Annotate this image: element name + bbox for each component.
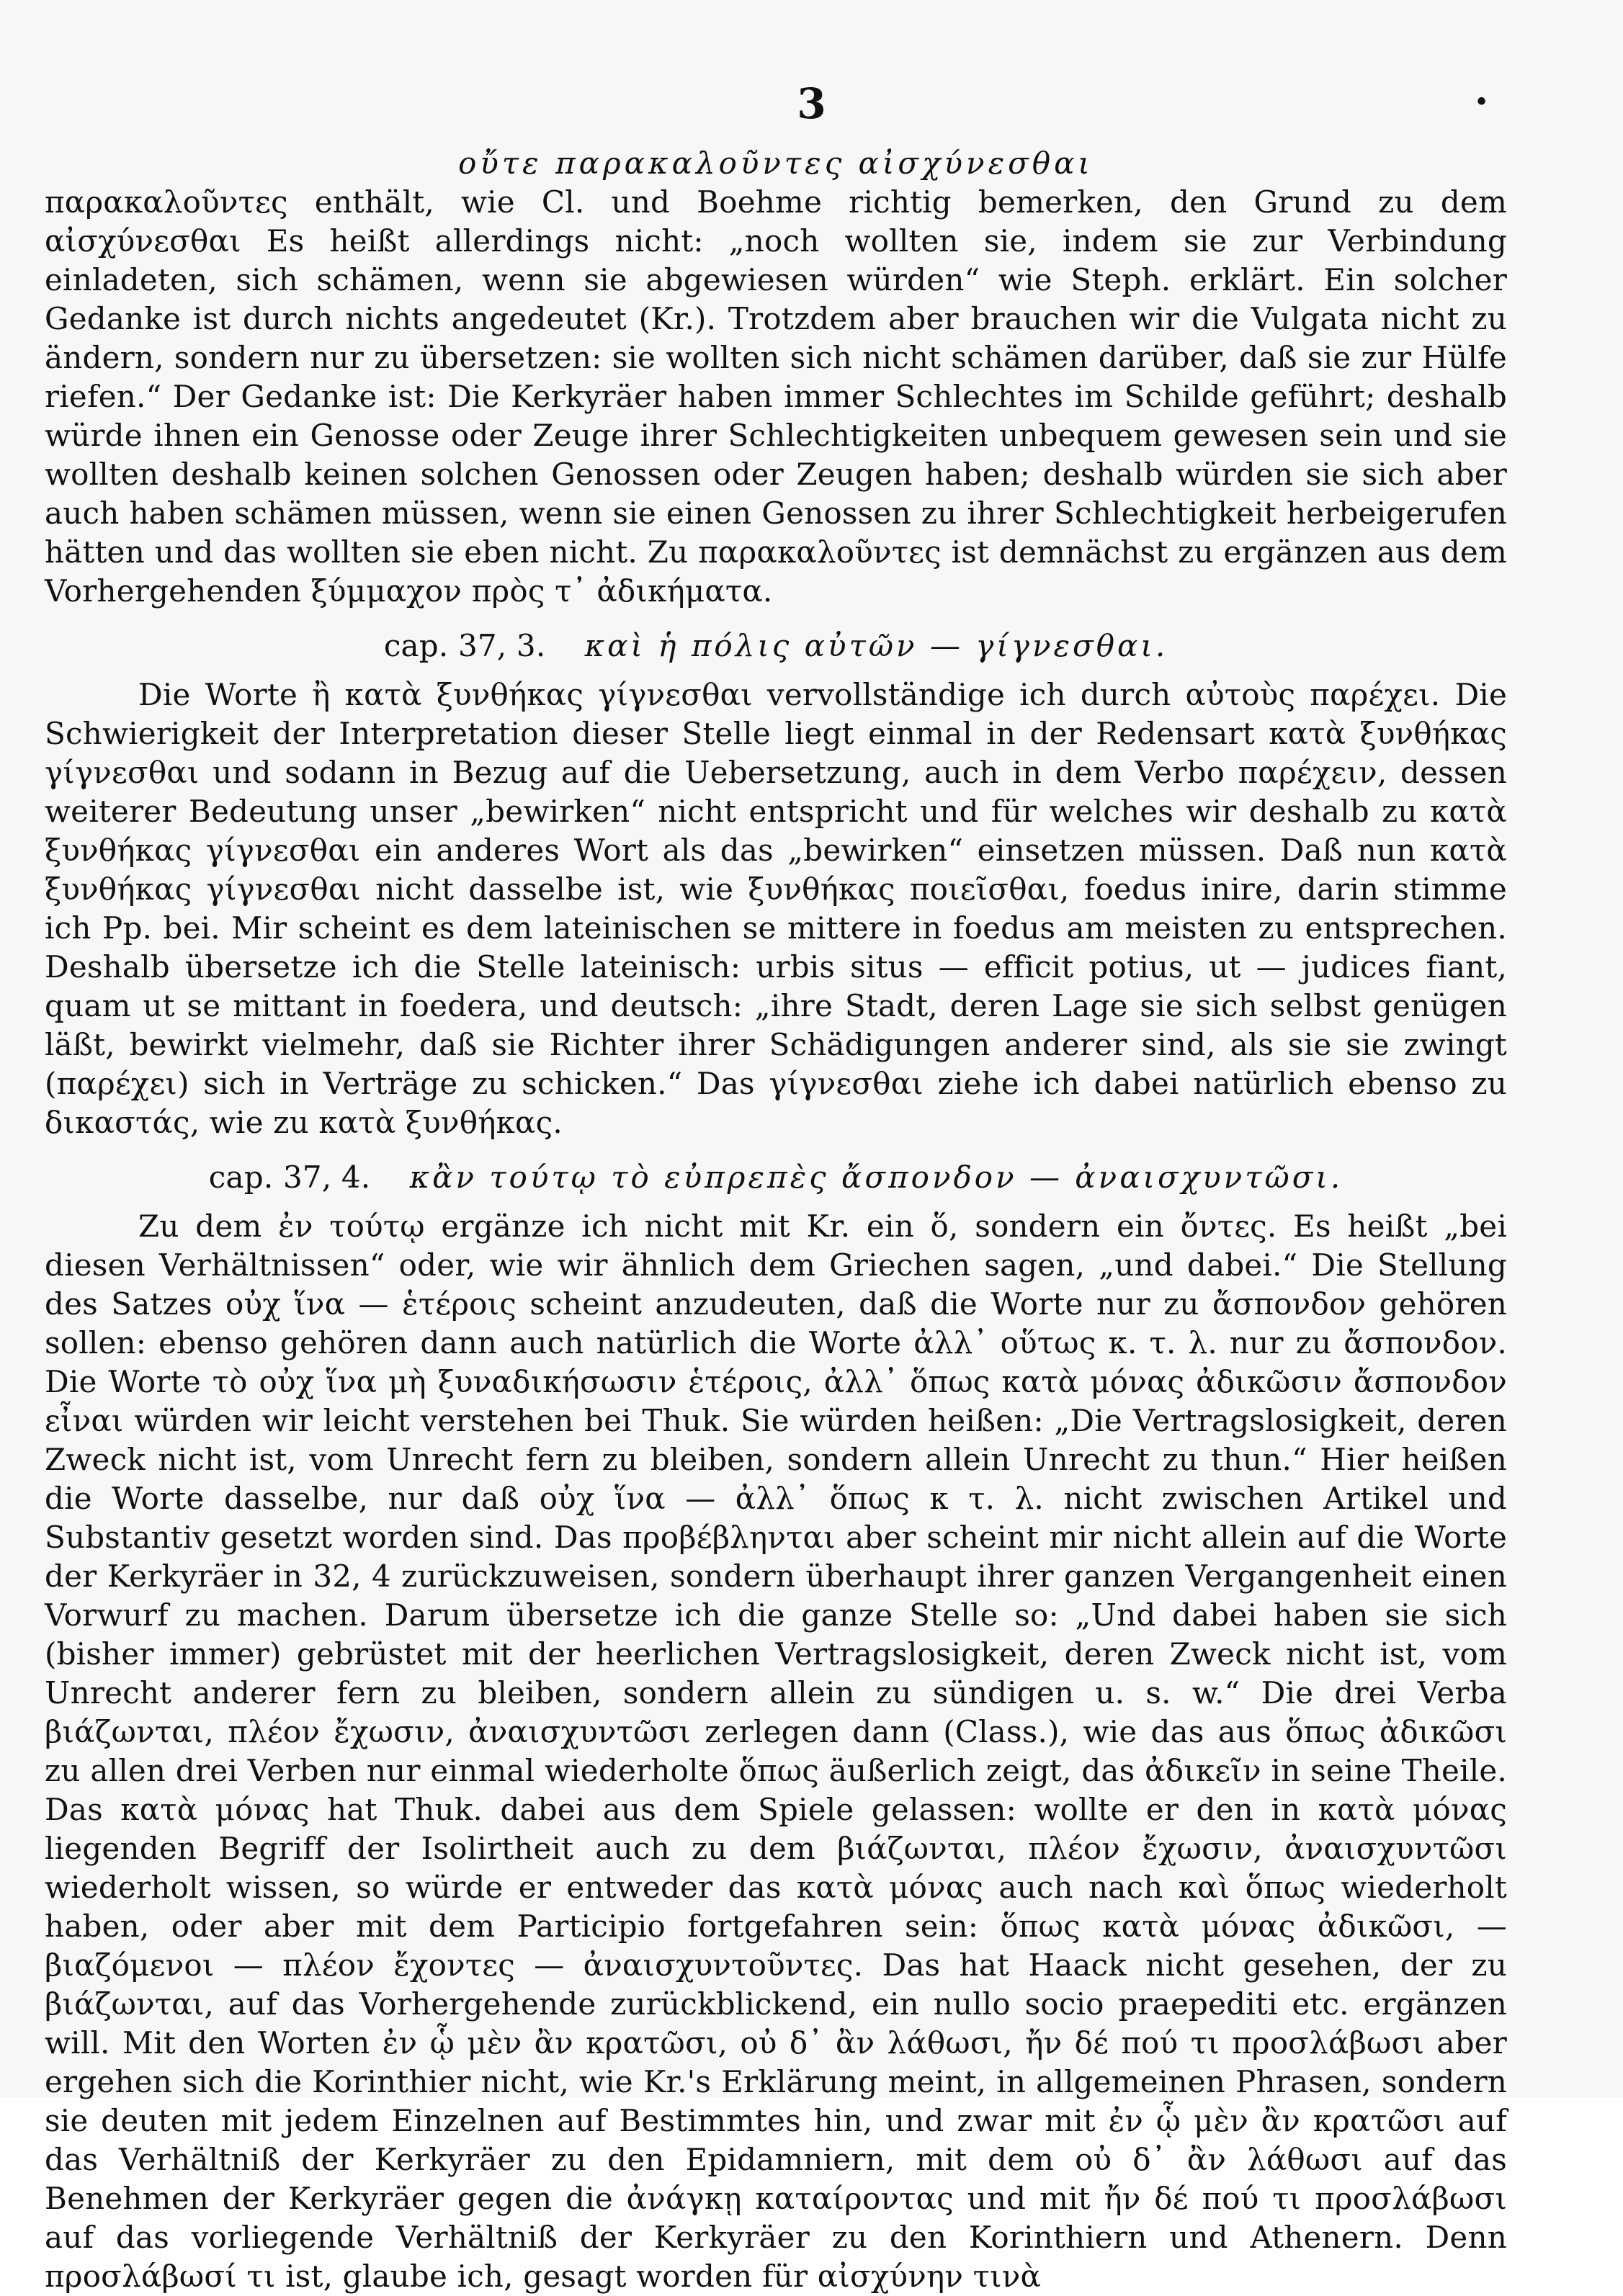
lemma-heading	[45, 144, 1507, 183]
commentary-paragraph: Die Worte ἢ κατὰ ξυνθήκας γίγνεσθαι vervollständige ich durch αὐτοὺς παρέχει. Die Schwierigkeit der Interpretation dieser Stelle liegt einmal in der Redensart κατὰ ξυνθήκας γίγνεσθαι und sodann in Bezug auf die Uebersetzung, auch in dem Verbo παρέχειν, dessen weiterer Bedeutung unser „bewirken“ nicht entspricht und für welches wir deshalb zu κατὰ ξυνθήκας γίγνεσθαι ein anderes Wort als das „bewirken“ einsetzen müssen. Daß nun κατὰ ξυνθήκας γίγνεσθαι nicht dasselbe ist, wie ξυνθήκας ποιεῖσθαι, foedus inire, darin stimme ich Pp. bei. Mir scheint es dem lateinischen se mittere in foedus am meisten zu entsprechen. Deshalb übersetze ich die Stelle lateinisch: urbis situs — efficit potius, ut — judices fiant, quam ut se mittant in foedera, und deutsch: „ihre Stadt, deren Lage sie sich selbst genügen läßt, bewirkt vielmehr, daß sie Richter ihrer Schädigungen anderer sind, als sie sie zwingt (παρέχει) sich in Verträge zu schicken.“ Das γίγνεσθαι ziehe ich dabei natürlich ebenso zu δικαστάς, wie zu κατὰ ξυνθήκας.	[45, 677, 1507, 1140]
commentary-paragraph: Zu dem ἐν τούτῳ ergänze ich nicht mit Kr. ein ὅ, sondern ein ὄντες. Es heißt „bei diesen Verhältnissen“ oder, wie wir ähnlich dem Griechen sagen, „und dabei.“ Die Stellung des Satzes οὐχ ἵνα — ἑτέροις scheint anzudeuten, daß die Worte nur zu ἄσπονδον gehören sollen: ebenso gehören dann auch natürlich die Worte ἀλλ᾿ οὕτως κ. τ. λ. nur zu ἄσπονδον. Die Worte τὸ οὐχ ἵνα μὴ ξυναδικήσωσιν ἑτέροις, ἀλλ᾿ ὅπως κατὰ μόνας ἀδικῶσιν ἄσπονδον εἶναι würden wir leicht verstehen bei Thuk. Sie würden heißen: „Die Vertragslosigkeit, deren Zweck nicht ist, vom Unrecht fern zu bleiben, sondern allein Unrecht zu thun.“ Hier heißen die Worte dasselbe, nur daß οὐχ ἵνα — ἀλλ᾿ ὅπως κ τ. λ. nicht zwischen Artikel und Substantiv gesetzt worden sind. Das προβέβληνται aber scheint mir nicht allein auf die Worte der Kerkyräer in 32, 4 zurückzuweisen, sondern überhaupt ihrer ganzen Vergangenheit einen Vorwurf zu machen. Darum übersetze ich die ganze Stelle so: „Und dabei haben sie sich (bisher immer) gebrüstet mit der heerlichen Vertragslosigkeit, deren Zweck nicht ist, vom Unrecht anderer fern zu bleiben, sondern allein zu sündigen u. s. w.“ Die drei Verba βιάζωνται, πλέον ἔχωσιν, ἀναισχυντῶσι zerlegen dann (Class.), wie das aus ὅπως ἀδικῶσι zu allen drei Verben nur einmal wiederholte ὅπως äußerlich zeigt, das ἀδικεῖν in seine Theile. Das κατὰ μόνας hat Thuk. dabei aus dem Spiele gelassen: wollte er den in κατὰ μόνας liegenden Begriff der Isolirtheit auch zu dem βιάζωνται, πλέον ἔχωσιν, ἀναισχυντῶσι wiederholt wissen, so würde er entweder das κατὰ μόνας auch nach καὶ ὅπως wiederholt haben, oder aber mit dem Participio fortgefahren sein: ὅπως κατὰ μόνας ἀδικῶσι, — βιαζόμενοι — πλέον ἔχοντες — ἀναισχυντοῦντες. Das hat Haack nicht gesehen, der zu βιάζωνται, auf das Vorhergehende zurückblickend, ein nullo socio praepediti etc. ergänzen will. Mit den Worten ἐν ᾧ μὲν ἂν κρατῶσι, οὐ δ᾿ ἂν λάθωσι, ἤν δέ πού τι προσλάβωσι aber ergehen sich die Korinthier nicht, wie Kr.'s Erklärung meint, in allgemeinen Phrasen, sondern sie deuten mit jedem Einzelnen auf Bestimmtes hin, und zwar mit ἐν ᾧ μὲν ἂν κρατῶσι auf das Verhältniß der Kerkyräer zu den Epidamniern, mit dem οὐ δ᾿ ἂν λάθωσι auf das Benehmen der Kerkyräer gegen die ἀνάγκῃ καταίροντας und mit ἤν δέ πού τι προσλάβωσι auf das vorliegende Verhältniß der Kerkyräer zu den Korinthiern und Athenern. Denn προσλάβωσί τι ist, glaube ich, gesagt worden für αἰσχύνην τινὰ	[45, 1208, 1507, 2294]
section-reference: cap. 37, 3.	[383, 628, 546, 663]
lemma-heading-greek: οὔτε παρακαλοῦντες αἰσχύνεσθαι	[458, 145, 1094, 181]
page-body	[45, 144, 1507, 2296]
commentary-paragraph: παρακαλοῦντες enthält, wie Cl. und Boehme richtig bemerken, den Grund zu dem αἰσχύνεσθαι Es heißt allerdings nicht: „noch wollten sie, indem sie zur Verbindung einladeten, sich schämen, wenn sie abgewiesen würden“ wie Steph. erklärt. Ein solcher Gedanke ist durch nichts angedeutet (Kr.). Trotzdem aber brauchen wir die Vulgata nicht zu ändern, sondern nur zu übersetzen: sie wollten sich nicht schämen darüber, daß sie zur Hülfe riefen.“ Der Gedanke ist: Die Kerkyräer haben immer Schlechtes im Schilde geführt; deshalb würde ihnen ein Genosse oder Zeuge ihrer Schlechtigkeiten unbequem gewesen sein und sie wollten deshalb keinen solchen Genossen oder Zeugen haben; deshalb würden sie sich aber auch haben schämen müssen, wenn sie einen Genossen zu ihrer Schlechtigkeit herbeigerufen hätten und das wollten sie eben nicht. Zu παρακαλοῦντες ist demnächst zu ergänzen aus dem Vorhergehenden ξύμμαχον πρὸς τ᾿ ἀδικήματα.	[45, 184, 1507, 609]
page-number: 3	[797, 79, 826, 128]
corner-mark: •	[1474, 88, 1490, 117]
section-reference: cap. 37, 4.	[208, 1160, 371, 1195]
section-lemma-greek: καὶ ἡ πόλις αὐτῶν — γίγνεσθαι.	[584, 628, 1168, 663]
section-heading	[45, 1158, 1507, 1197]
section-lemma-greek: κἂν τούτῳ τὸ εὐπρεπὲς ἄσπονδον — ἀναισχυντῶσι.	[409, 1160, 1343, 1195]
section-heading	[45, 627, 1507, 665]
